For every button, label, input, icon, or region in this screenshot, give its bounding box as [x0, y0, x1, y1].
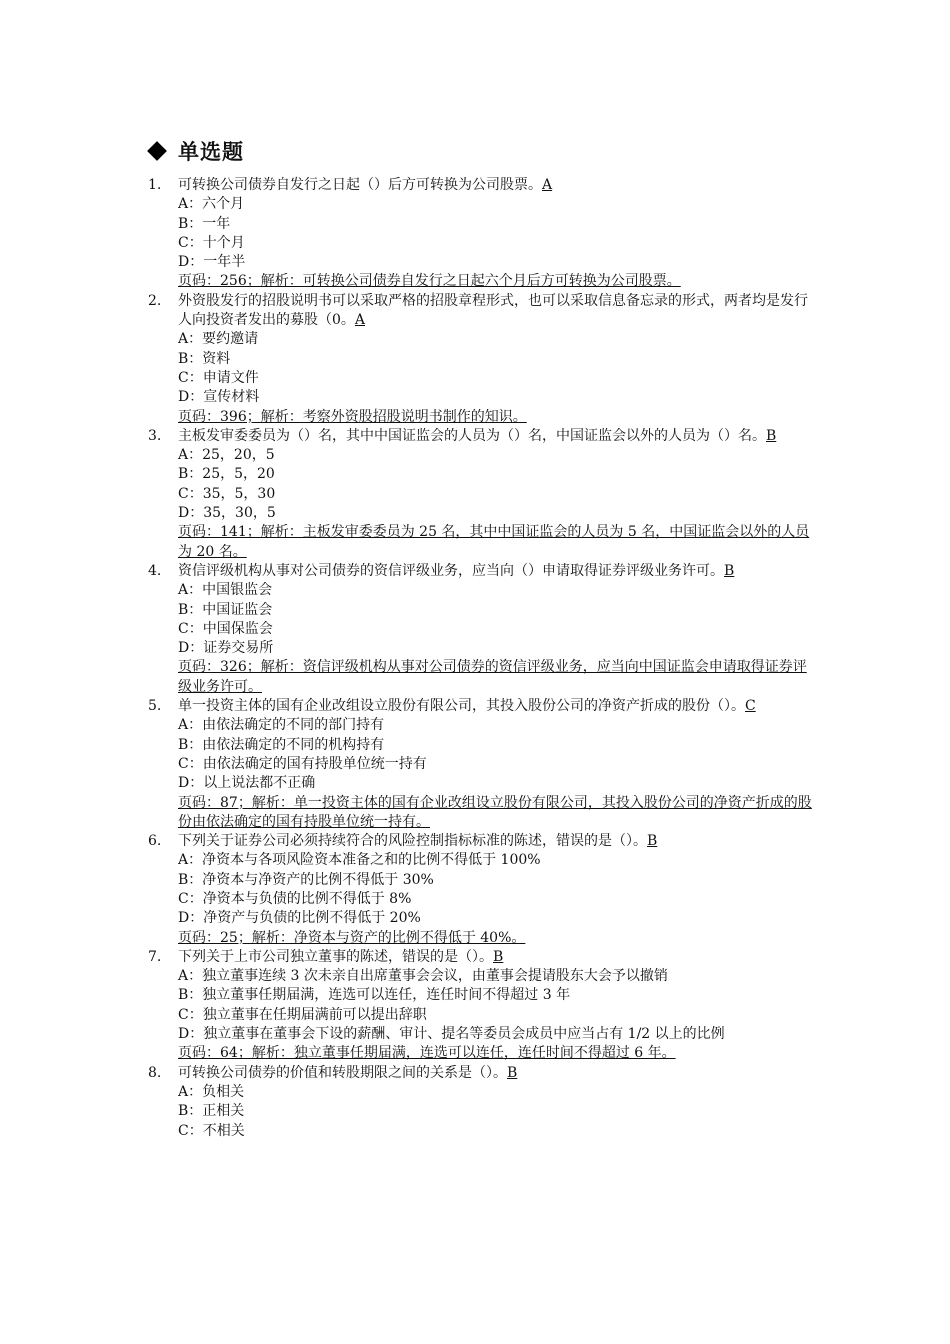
- question-number: 5.: [148, 698, 162, 715]
- question-body: [178, 292, 818, 427]
- question-stem: [178, 697, 818, 716]
- answer-option: C：由依法确定的国有持股单位统一持有: [178, 755, 427, 772]
- answer-option: D：宣传材料: [178, 389, 260, 406]
- question-item: [148, 562, 818, 697]
- answer-option: A：由依法确定的不同的部门持有: [178, 717, 385, 734]
- question-item: [148, 832, 818, 948]
- explanation-text: 页码：256；解析：可转换公司债券自发行之日起六个月后方可转换为公司股票。: [178, 273, 681, 290]
- explanation-text: 页码：396；解析：考察外资股招股说明书制作的知识。: [178, 408, 527, 425]
- question-explanation: [178, 794, 818, 833]
- answer-option: A：要约邀请: [178, 331, 259, 348]
- explanation-text: 页码：326；解析：资信评级机构从事对公司债券的资信评级业务，应当向中国证监会申请取得证券评级业务许可。: [178, 659, 807, 695]
- explanation-text: 页码：64；解析：独立董事任期届满，连选可以连任，连任时间不得超过 6 年。: [178, 1045, 676, 1062]
- question-stem-text: 单一投资主体的国有企业改组设立股份有限公司，其投入股份公司的净资产折成的股份（）。: [178, 698, 745, 715]
- question-body: [178, 697, 818, 832]
- question-number: 8.: [148, 1064, 162, 1081]
- question-explanation: [178, 658, 818, 697]
- question-answer: C: [745, 698, 756, 715]
- section-heading: [148, 136, 244, 166]
- question-body: [178, 948, 818, 1064]
- answer-option: B：净资本与净资产的比例不得低于 30%: [178, 871, 434, 888]
- question-item: [148, 1064, 818, 1141]
- question-stem: [178, 427, 818, 446]
- question-number: 3.: [148, 427, 162, 444]
- answer-option: B：25，5，20: [178, 466, 275, 483]
- question-stem: [178, 832, 818, 851]
- question-stem-text: 主板发审委委员为（）名，其中中国证监会的人员为（）名，中国证监会以外的人员为（）名。: [178, 427, 766, 444]
- question-item: [148, 697, 818, 832]
- answer-option: A：独立董事连续 3 次未亲自出席董事会会议，由董事会提请股东大会予以撤销: [178, 968, 668, 985]
- question-stem: [178, 562, 818, 581]
- question-answer: B: [493, 948, 504, 965]
- diamond-bullet-icon: [147, 141, 167, 161]
- question-list: [148, 176, 818, 1141]
- question-explanation: [178, 929, 818, 948]
- explanation-text: 页码：25；解析：净资本与资产的比例不得低于 40%。: [178, 929, 526, 946]
- question-explanation: [178, 408, 818, 427]
- question-answer: B: [507, 1064, 518, 1081]
- answer-option: B：由依法确定的不同的机构持有: [178, 736, 385, 753]
- question-stem-text: 可转换公司债券自发行之日起（）后方可转换为公司股票。: [178, 177, 542, 193]
- question-number: 7.: [148, 948, 162, 965]
- question-answer: A: [354, 312, 366, 329]
- explanation-text: 页码：141；解析：主板发审委委员为 25 名，其中中国证监会的人员为 5 名，中国证监会以外的人员为 20 名。: [178, 524, 810, 560]
- answer-option: A：中国银监会: [178, 582, 273, 599]
- question-number: 2.: [148, 292, 162, 309]
- question-stem-text: 可转换公司债券的价值和转股期限之间的关系是（）。: [178, 1064, 507, 1081]
- answer-option: D：净资产与负债的比例不得低于 20%: [178, 910, 421, 927]
- answer-option: C：申请文件: [178, 369, 259, 386]
- answer-option: C：35，5，30: [178, 485, 276, 502]
- question-body: [178, 562, 818, 697]
- question-item: [148, 176, 818, 292]
- answer-option: B：独立董事任期届满，连选可以连任，连任时间不得超过 3 年: [178, 987, 571, 1004]
- answer-option: D：独立董事在董事会下设的薪酬、审计、提名等委员会成员中应当占有 1/2 以上的比例: [178, 1026, 725, 1043]
- answer-option: C：十个月: [178, 234, 245, 251]
- question-answer: B: [647, 833, 658, 850]
- question-number: 4.: [148, 562, 162, 579]
- explanation-text: 页码：87；解析：单一投资主体的国有企业改组设立股份有限公司，其投入股份公司的净资产折成的股份由依法确定的国有持股单位统一持有。: [178, 794, 812, 830]
- question-item: [148, 292, 818, 427]
- question-item: [148, 427, 818, 562]
- answer-option: C：净资本与负债的比例不得低于 8%: [178, 890, 412, 907]
- answer-option: B：资料: [178, 350, 231, 367]
- answer-option: D：以上说法都不正确: [178, 775, 316, 792]
- question-number: 1.: [148, 177, 162, 193]
- section-title: 单选题: [178, 140, 244, 164]
- question-explanation: [178, 272, 818, 291]
- answer-option: A：净资本与各项风险资本准备之和的比例不得低于 100%: [178, 852, 541, 869]
- answer-option: D：证券交易所: [178, 640, 274, 657]
- question-stem: [178, 176, 818, 195]
- answer-option: A：负相关: [178, 1083, 245, 1100]
- question-item: [148, 948, 818, 1064]
- question-number: 6.: [148, 833, 162, 850]
- question-answer: A: [542, 177, 553, 193]
- question-body: [178, 427, 818, 562]
- answer-option: C：不相关: [178, 1122, 245, 1139]
- answer-option: A：六个月: [178, 196, 245, 213]
- question-body: [178, 1064, 818, 1141]
- question-answer: B: [766, 427, 777, 444]
- answer-option: C：独立董事在任期届满前可以提出辞职: [178, 1006, 427, 1023]
- answer-option: C：中国保监会: [178, 620, 273, 637]
- answer-option: B：正相关: [178, 1103, 245, 1120]
- question-stem: [178, 1064, 818, 1083]
- answer-option: B：一年: [178, 215, 231, 232]
- answer-option: D：一年半: [178, 254, 246, 271]
- question-stem: [178, 292, 818, 331]
- answer-option: A：25，20，5: [178, 447, 275, 464]
- question-explanation: [178, 523, 818, 562]
- question-stem: [178, 948, 818, 967]
- question-stem-text: 资信评级机构从事对公司债券的资信评级业务，应当向（）申请取得证券评级业务许可。: [178, 562, 724, 579]
- question-body: [178, 176, 818, 292]
- question-stem-text: 下列关于证券公司必须持续符合的风险控制指标标准的陈述，错误的是（）。: [178, 833, 647, 850]
- answer-option: B：中国证监会: [178, 601, 273, 618]
- question-stem-text: 外资股发行的招股说明书可以采取严格的招股章程形式，也可以采取信息备忘录的形式，两者均是发行人向投资者发出的募股（0。: [178, 292, 808, 329]
- question-explanation: [178, 1044, 818, 1063]
- question-body: [178, 832, 818, 948]
- question-stem-text: 下列关于上市公司独立董事的陈述，错误的是（）。: [178, 948, 493, 965]
- question-answer: B: [724, 562, 735, 579]
- answer-option: D：35，30，5: [178, 505, 276, 522]
